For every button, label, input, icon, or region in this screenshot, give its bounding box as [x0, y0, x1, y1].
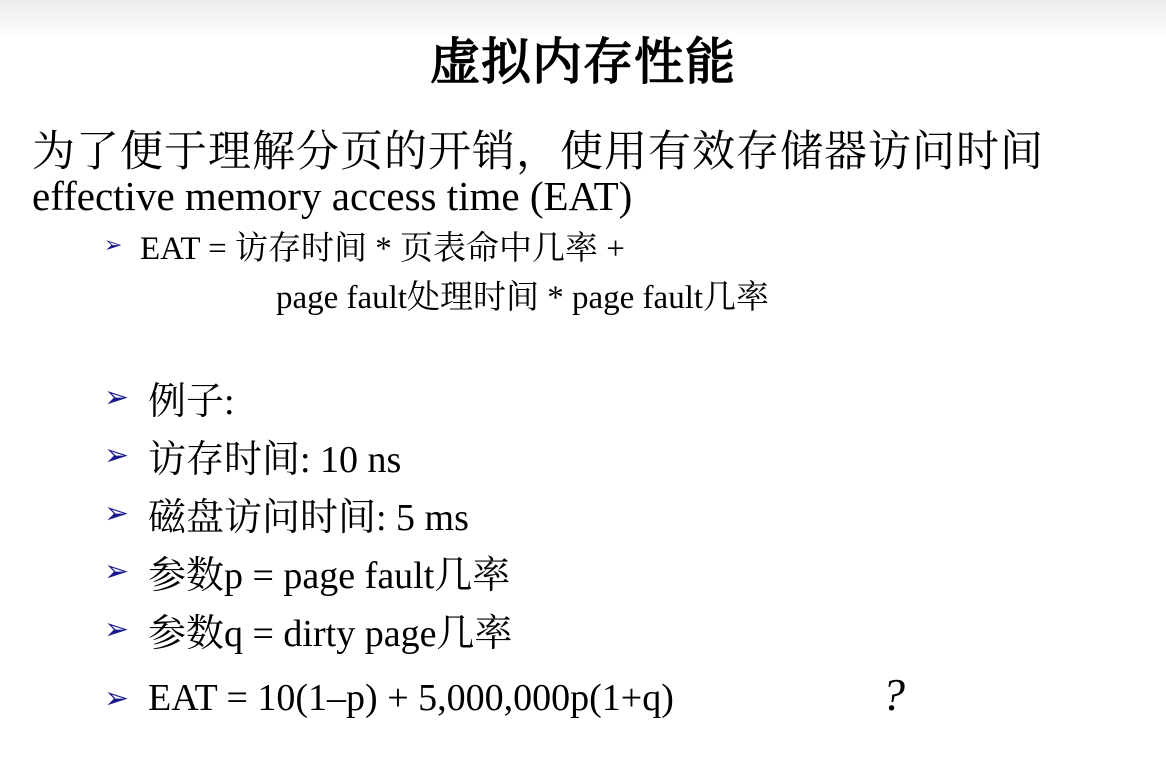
bullet-arrow-icon: ➢ [104, 233, 123, 258]
bullet-text: EAT = 10(1–p) + 5,000,000p(1+q) [148, 677, 674, 719]
intro-english: effective memory access time (EAT) [32, 173, 633, 219]
bullet-text: 参数p = page fault几率 [148, 555, 511, 597]
bullet-param-p [104, 544, 510, 599]
bullet-disk-access-time [104, 486, 469, 541]
bullet-param-q [104, 602, 512, 657]
formula-line-1: EAT = 访存时间 * 页表命中几率 + [140, 231, 625, 267]
bullet-arrow-icon: ➢ [104, 612, 130, 647]
bullet-arrow-icon: ➢ [104, 380, 130, 415]
bullet-eat-formula [104, 222, 625, 269]
intro-chinese: 为了便于理解分页的开销，使用有效存储器访问时间 [32, 127, 1044, 177]
bullet-arrow-icon: ➢ [104, 496, 130, 531]
formula-line-2: page fault处理时间 * page fault几率 [276, 280, 770, 316]
bullet-arrow-icon: ➢ [104, 438, 130, 473]
slide-title: 虚拟内存性能 [430, 33, 736, 91]
bullet-text: 访存时间: 10 ns [148, 439, 402, 481]
bullet-text: 磁盘访问时间: 5 ms [148, 497, 469, 539]
bullet-text: 例子: [148, 381, 235, 423]
bullet-text: 参数q = dirty page几率 [148, 613, 513, 655]
bullet-eat-result [104, 676, 674, 720]
bullet-arrow-icon: ➢ [104, 680, 130, 716]
bullet-example [104, 370, 235, 425]
bullet-arrow-icon: ➢ [104, 554, 130, 589]
bullet-memory-access-time [104, 428, 401, 483]
question-mark: ? [882, 669, 905, 720]
